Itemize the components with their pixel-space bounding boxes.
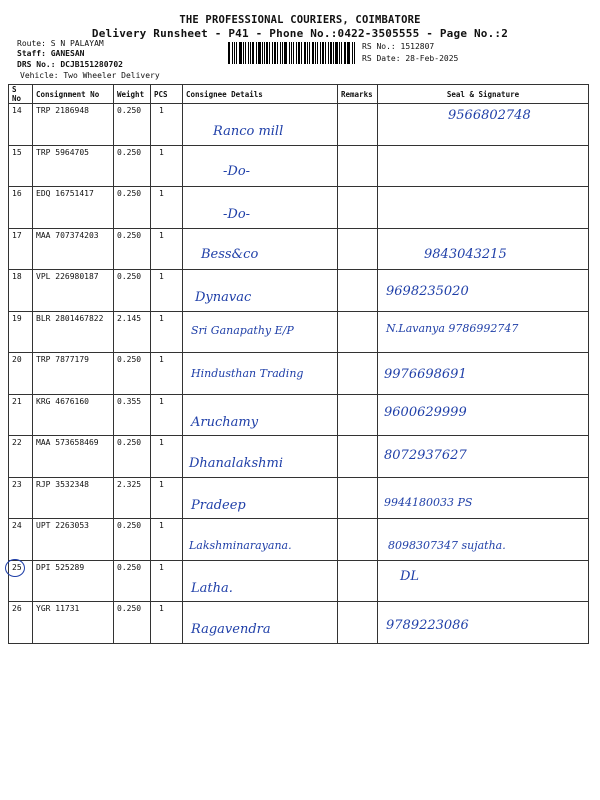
sno-cell-text: 24 [12,521,22,530]
signature-cell [378,560,589,602]
consignee-cell [183,104,338,146]
pcs-cell [151,145,183,187]
table-row [9,187,589,229]
signature-cell [378,311,589,353]
sno-cell-text: 20 [12,355,22,364]
barcode-bar [243,42,244,64]
signature-handwritten: 9789223086 [386,618,469,633]
pcs-cell [151,519,183,561]
drs-number: DCJB151280702 [60,60,123,69]
consignment-cell-text: BLR 2801467822 [36,313,104,323]
table-row [9,394,589,436]
consignee-handwritten: Bess&co [201,246,259,262]
remarks-cell [338,519,378,561]
barcode-bar [333,42,334,64]
sno-cell [9,353,33,395]
barcode-bar [344,42,346,64]
weight-cell [114,602,151,644]
table-header-row [9,85,589,104]
signature-cell [378,104,589,146]
pcs-cell-text: 1 [159,438,164,447]
consignment-cell [33,270,114,312]
barcode-bar [293,42,294,64]
consignee-handwritten: Latha. [191,580,233,596]
signature-handwritten: 9843043215 [424,246,507,262]
consignment-cell [33,519,114,561]
remarks-cell [338,477,378,519]
barcode-bar [291,42,293,64]
sno-cell [9,145,33,187]
consignee-handwritten: Dhanalakshmi [189,456,283,471]
barcode-bar [266,42,268,64]
consignment-cell [33,311,114,353]
sno-cell [9,560,33,602]
sno-cell-text: 14 [12,106,22,115]
barcode-bar [307,42,308,64]
signature-cell [378,519,589,561]
sno-cell [9,477,33,519]
weight-cell-text: 0.250 [117,562,142,572]
consignment-cell-text: YGR 11731 [36,604,80,613]
table-row [9,145,589,187]
col-remarks: Remarks [338,85,378,104]
remarks-cell [338,228,378,270]
remarks-cell [338,311,378,353]
barcode-bar [335,42,338,64]
pcs-cell-text: 1 [159,189,164,198]
consignee-handwritten: -Do- [223,207,251,222]
weight-cell [114,145,151,187]
consignment-cell [33,436,114,478]
weight-cell [114,394,151,436]
barcode-bar [289,42,290,64]
barcode-bar [234,42,235,64]
consignment-cell-text: EDQ 16751417 [36,189,94,198]
consignment-cell [33,560,114,602]
weight-cell [114,187,151,229]
barcode-bar [312,42,314,64]
weight-cell-text: 0.250 [117,106,142,115]
signature-cell [378,228,589,270]
signature-handwritten: 9566802748 [448,108,531,123]
barcode-bar [347,42,348,64]
barcode-bar [256,42,257,64]
pcs-cell-text: 1 [159,604,164,613]
sno-cell-text: 23 [12,479,22,489]
weight-cell-text: 2.145 [117,313,142,323]
table-row [9,519,589,561]
table-row [9,270,589,312]
pcs-cell-text: 1 [159,396,164,406]
consignment-cell [33,353,114,395]
consignee-cell [183,394,338,436]
sno-cell-text: 15 [12,147,22,157]
pcs-cell-text: 1 [159,521,164,530]
barcode-bar [298,42,300,64]
signature-cell [378,477,589,519]
weight-cell-text: 0.250 [117,438,142,447]
barcode-bar [309,42,310,64]
remarks-cell [338,187,378,229]
consignment-cell [33,394,114,436]
table-row [9,477,589,519]
consignment-cell [33,145,114,187]
consignment-cell [33,187,114,229]
signature-handwritten: N.Lavanya 9786992747 [386,321,519,335]
staff-line [17,49,84,59]
sno-cell-text: 25 [12,562,22,572]
rs-date: RS Date: 28-Feb-2025 [362,54,459,63]
signature-handwritten: 9698235020 [386,284,469,299]
consignment-cell [33,477,114,519]
weight-cell [114,477,151,519]
pcs-cell [151,104,183,146]
remarks-cell [338,560,378,602]
remarks-cell [338,104,378,146]
sno-cell [9,602,33,644]
weight-cell [114,436,151,478]
weight-cell-text: 0.250 [117,521,142,530]
consignee-cell [183,311,338,353]
pcs-cell-text: 1 [159,272,164,281]
consignment-cell-text: MAA 573658469 [36,438,99,447]
consignee-cell [183,436,338,478]
barcode-bar [322,42,324,64]
pcs-cell-text: 1 [159,479,164,489]
barcode-bar [272,42,273,64]
barcode-bar [320,42,322,64]
sno-cell [9,436,33,478]
table-row [9,104,589,146]
consignee-handwritten: Aruchamy [191,414,259,430]
sno-cell-text: 21 [12,396,22,406]
pcs-cell [151,353,183,395]
barcode-bar [348,42,350,64]
sno-cell [9,228,33,270]
table-row [9,560,589,602]
weight-cell-text: 2.325 [117,479,142,489]
route-text: Route: S N PALAYAM [17,39,104,48]
vehicle-text: Vehicle: Two Wheeler Delivery [20,71,160,80]
consignee-cell [183,228,338,270]
signature-handwritten: 9600629999 [384,404,467,420]
weight-cell-text: 0.250 [117,604,142,613]
sno-cell [9,311,33,353]
consignment-cell-text: TRP 5964705 [36,147,89,157]
signature-cell [378,394,589,436]
weight-cell [114,270,151,312]
consignee-handwritten: Hindusthan Trading [191,367,304,380]
barcode-bar [341,42,342,64]
barcode-bar [352,42,353,64]
runsheet-subtitle: Delivery Runsheet - P41 - Phone No.:0422-3505555 - Page No.:2 [91,27,509,40]
consignment-cell-text: MAA 707374203 [36,230,99,240]
signature-cell [378,187,589,229]
pcs-cell [151,311,183,353]
pcs-cell [151,228,183,270]
barcode-bar [296,42,297,64]
remarks-cell [338,602,378,644]
weight-cell [114,311,151,353]
signature-handwritten: 8098307347 sujatha. [388,539,506,552]
pcs-cell [151,394,183,436]
barcode-bar [232,42,233,64]
signature-handwritten: 8072937627 [384,448,467,463]
company-title: THE PROFESSIONAL COURIERS, COIMBATORE [179,14,421,26]
consignee-handwritten: Pradeep [191,497,246,513]
signature-cell [378,270,589,312]
remarks-cell [338,394,378,436]
barcode-bar [269,42,270,64]
col-pcs: PCS [151,85,183,104]
remarks-cell [338,270,378,312]
consignment-cell-text: TRP 2186948 [36,106,89,115]
remarks-cell [338,353,378,395]
weight-cell-text: 0.250 [117,355,142,364]
circled-mark [5,559,25,577]
consignee-handwritten: Ranco mill [213,124,284,139]
consignee-cell [183,187,338,229]
signature-handwritten: 9944180033 PS [384,495,473,509]
barcode-bar [317,42,318,64]
barcode-bar [330,42,332,64]
consignment-cell [33,104,114,146]
consignment-cell-text: KRG 4676160 [36,396,89,406]
barcode-bar [282,42,283,64]
weight-cell-text: 0.250 [117,189,142,198]
sno-cell-text: 19 [12,313,22,323]
barcode-bar [236,42,238,64]
barcode-bar [250,42,252,64]
barcode-bar [252,42,254,64]
consignee-cell [183,477,338,519]
signature-cell [378,436,589,478]
sno-cell-text: 18 [12,272,22,281]
runsheet-table [8,84,589,644]
barcode-bar [325,42,326,64]
weight-cell [114,353,151,395]
sno-cell-text: 22 [12,438,22,447]
signature-cell [378,145,589,187]
staff-label: Staff: [17,49,46,58]
pcs-cell-text: 1 [159,147,164,157]
pcs-cell [151,602,183,644]
barcode-bar [258,42,261,64]
consignee-cell [183,270,338,312]
col-weight: Weight [114,85,151,104]
weight-cell [114,228,151,270]
sno-cell-text: 17 [12,230,22,240]
pcs-cell-text: 1 [159,106,164,115]
weight-cell-text: 0.250 [117,230,142,240]
barcode-bar [339,42,340,64]
staff-name: GANESAN [50,49,85,58]
col-signature: Seal & Signature [378,85,589,104]
pcs-cell [151,187,183,229]
drs-line [17,60,123,70]
consignment-cell-text: UPT 2263053 [36,521,89,530]
sno-cell [9,394,33,436]
consignment-cell-text: RJP 3532348 [36,479,89,489]
barcode-image [228,42,356,64]
barcode-bar [304,42,307,64]
signature-handwritten: DL [400,568,420,584]
sno-cell-text: 26 [12,604,22,613]
drs-label: DRS No.: [17,60,56,69]
consignment-cell-text: TRP 7877179 [36,355,89,364]
consignee-cell [183,145,338,187]
consignee-handwritten: Dynavac [195,290,252,305]
barcode-bar [228,42,230,64]
consignee-handwritten: Sri Ganapathy E/P [191,323,294,337]
pcs-cell-text: 1 [159,313,164,323]
sno-cell-text: 16 [12,189,22,198]
barcode-bar [245,42,246,64]
pcs-cell [151,436,183,478]
col-consignment: Consignment No [33,85,114,104]
pcs-cell-text: 1 [159,562,164,572]
sno-cell [9,187,33,229]
barcode-bar [354,42,355,64]
barcode-bar [264,42,265,64]
consignee-handwritten: -Do- [223,163,251,179]
weight-cell-text: 0.355 [117,396,142,406]
consignment-cell [33,602,114,644]
sno-cell [9,104,33,146]
weight-cell [114,104,151,146]
consignee-cell [183,353,338,395]
signature-cell [378,602,589,644]
table-row [9,311,589,353]
col-consignee: Consignee Details [183,85,338,104]
pcs-cell [151,270,183,312]
weight-cell [114,560,151,602]
sno-cell [9,519,33,561]
remarks-cell [338,436,378,478]
pcs-cell-text: 1 [159,355,164,364]
table-row [9,602,589,644]
consignee-handwritten: Ragavendra [191,622,271,637]
barcode-bar [284,42,287,64]
barcode-bar [280,42,281,64]
sno-cell [9,270,33,312]
consignee-cell [183,560,338,602]
pcs-cell [151,477,183,519]
barcode-bar [239,42,242,64]
barcode-bar [301,42,302,64]
consignee-handwritten: Lakshminarayana. [189,539,292,552]
signature-cell [378,353,589,395]
pcs-cell [151,560,183,602]
barcode-bar [248,42,249,64]
barcode-bar [277,42,279,64]
weight-cell [114,519,151,561]
consignment-cell-text: VPL 226980187 [36,272,99,281]
weight-cell-text: 0.250 [117,147,142,157]
pcs-cell-text: 1 [159,230,164,240]
signature-handwritten: 9976698691 [384,367,467,382]
consignment-cell-text: DPI 525289 [36,562,85,572]
barcode-bar [262,42,263,64]
weight-cell-text: 0.250 [117,272,142,281]
barcode-bar [315,42,316,64]
consignee-cell [183,519,338,561]
consignee-cell [183,602,338,644]
barcode-bar [328,42,329,64]
rs-number: RS No.: 1512807 [362,42,435,51]
barcode-bar [274,42,276,64]
table-row [9,436,589,478]
table-row [9,228,589,270]
consignment-cell [33,228,114,270]
table-row [9,353,589,395]
col-sno: S No [9,85,33,104]
remarks-cell [338,145,378,187]
